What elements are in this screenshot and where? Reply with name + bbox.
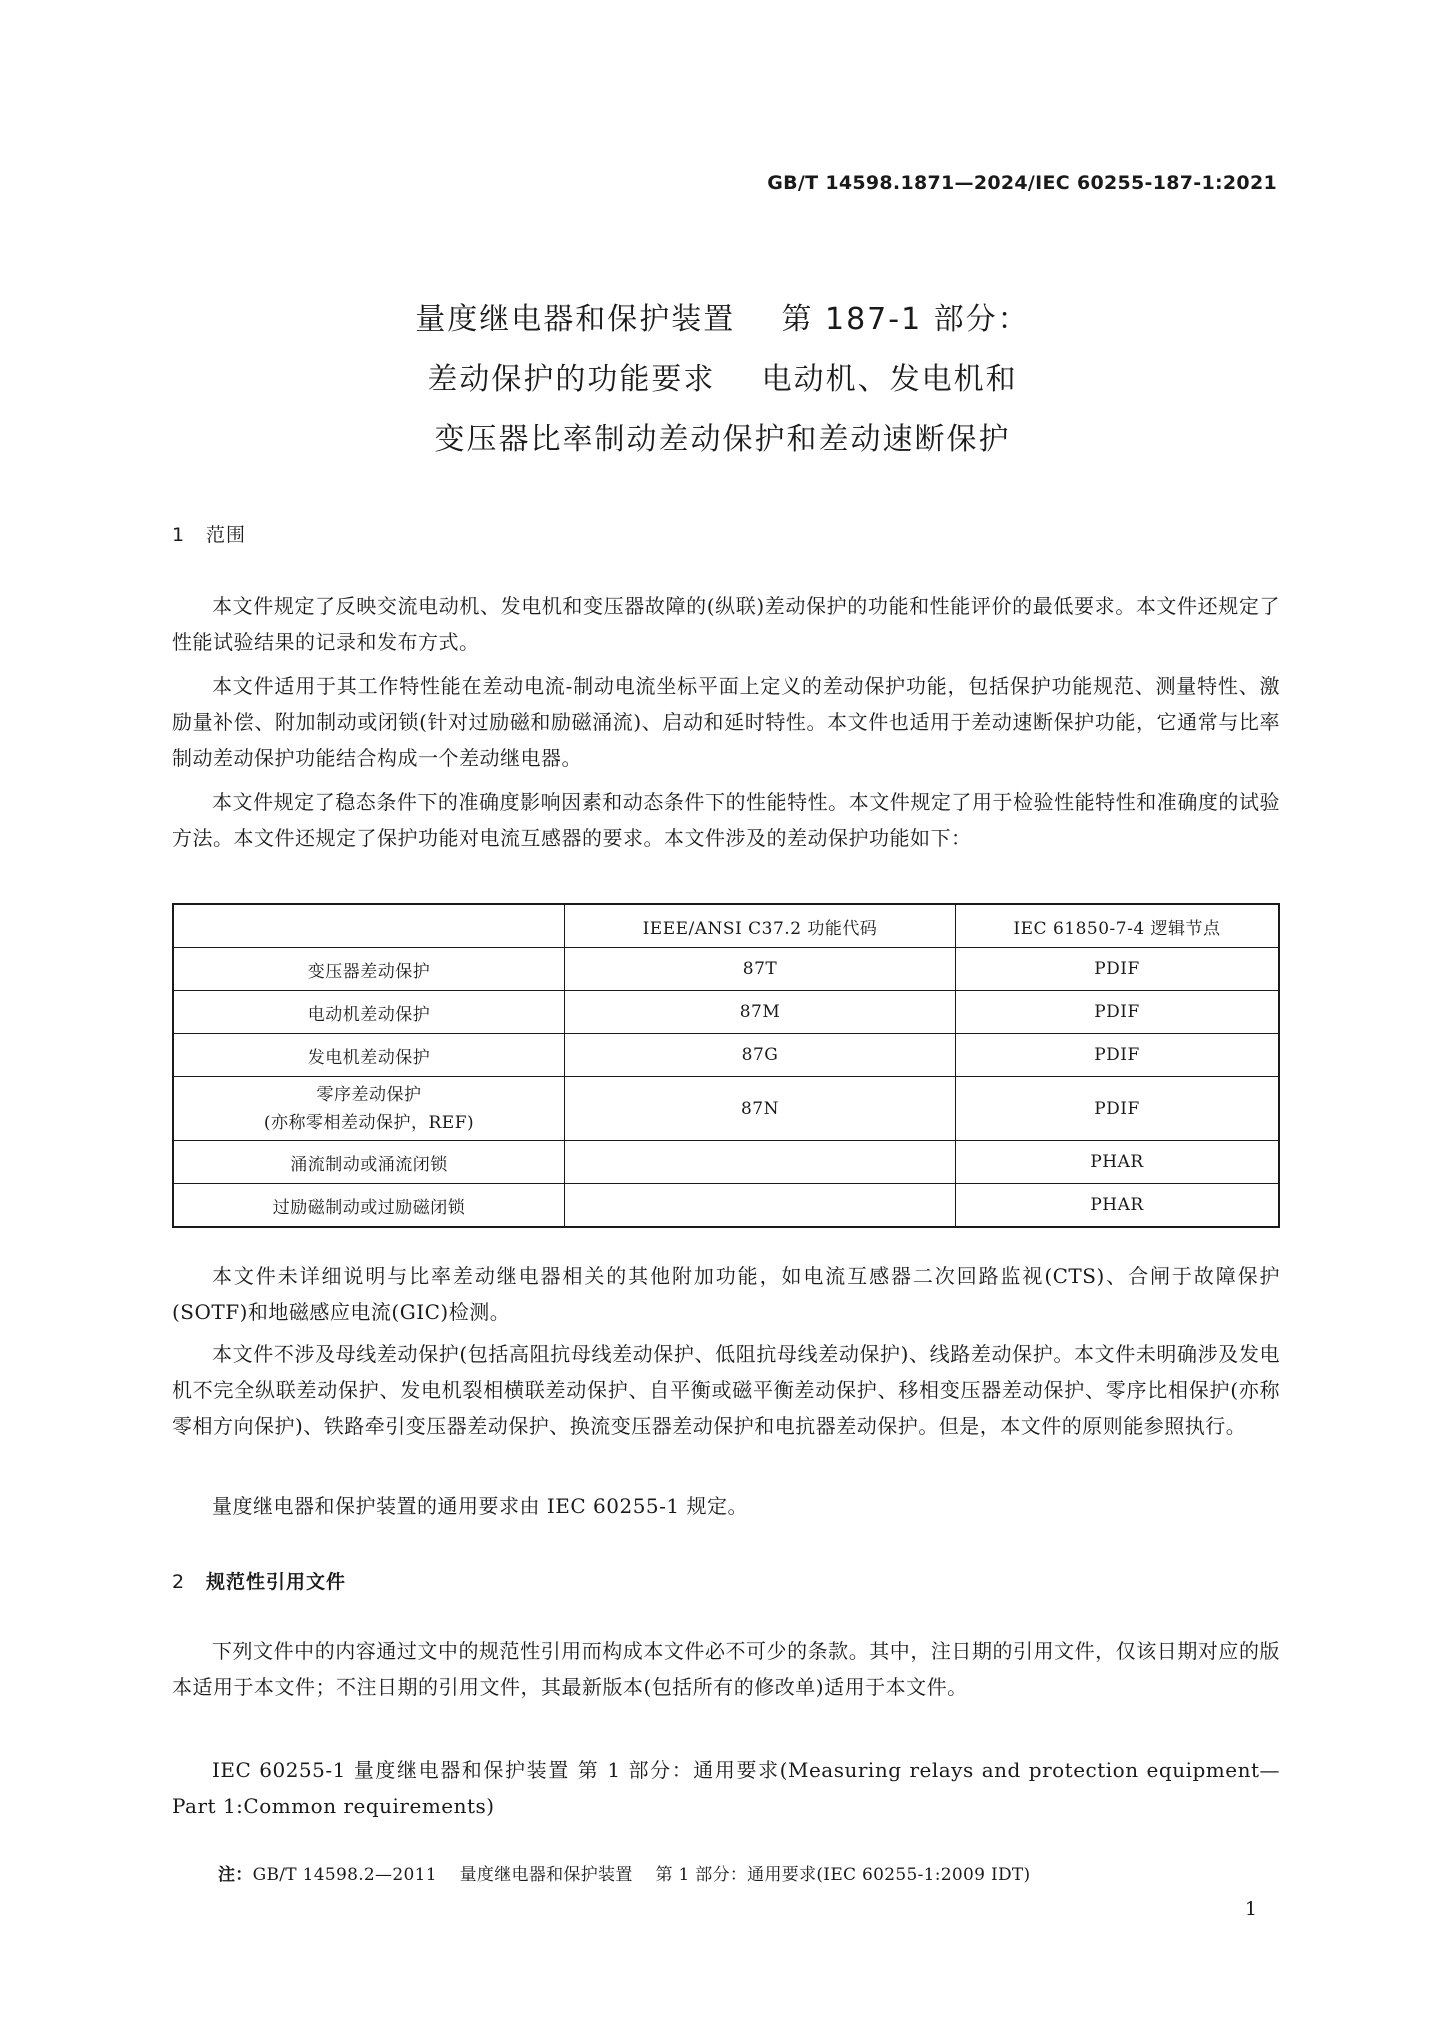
table-cell-name-line-2: (亦称零相差动保护，REF) [263,1112,475,1133]
title-line-3: 变压器比率制动差动保护和差动速断保护 [434,422,1011,457]
table-cell-code [565,1141,956,1184]
document-title [0,290,1445,470]
section-2-heading [172,1567,346,1594]
note-text: GB/T 14598.2—2011 量度继电器和保护装置 第 1 部分：通用要求(IEC 60255-1:2009 IDT) [252,1865,1031,1885]
table-header-cell: IEEE/ANSI C37.2 功能代码 [565,904,956,948]
section-2-number: 2 [172,1571,186,1593]
title-line-1: 量度继电器和保护装置 第 187-1 部分： [415,302,1030,337]
section-1-paragraph-2: 本文件适用于其工作特性能在差动电流-制动电流坐标平面上定义的差动保护功能，包括保护功能规范、测量特性、激励量补偿、附加制动或闭锁(针对过励磁和励磁涌流)、启动和延时特性。本文件也适用于差动速断保护功能，它通常与比率制动差动保护功能结合构成一个差动继电器。 [172,674,1280,770]
table-cell-name: 变压器差动保护 [173,948,565,991]
table-cell-name: 发电机差动保护 [173,1034,565,1077]
table-row [173,1077,1279,1141]
section-2-title: 规范性引用文件 [206,1571,347,1593]
table-cell-code: 87T [565,948,956,991]
table-cell-node: PHAR [956,1141,1280,1184]
table-cell-node: PDIF [956,1034,1280,1077]
table-cell-node: PDIF [956,948,1280,991]
table-cell-code: 87N [565,1077,956,1141]
section-1-paragraph-4: 本文件未详细说明与比率差动继电器相关的其他附加功能，如电流互感器二次回路监视(CTS)、合闸于故障保护(SOTF)和地磁感应电流(GIC)检测。 [172,1264,1280,1324]
table-cell-code: 87M [565,991,956,1034]
table-cell-node: PHAR [956,1184,1280,1228]
table-cell-name: 过励磁制动或过励磁闭锁 [173,1184,565,1228]
table-cell-code: 87G [565,1034,956,1077]
section-1-paragraph-5: 本文件不涉及母线差动保护(包括高阻抗母线差动保护、低阻抗母线差动保护)、线路差动保护。本文件未明确涉及发电机不完全纵联差动保护、发电机裂相横联差动保护、自平衡或磁平衡差动保护、移相变压器差动保护、零序比相保护(亦称零相方向保护)、铁路牵引变压器差动保护、换流变压器差动保护和电抗器差动保护。但是，本文件的原则能参照执行。 [172,1342,1280,1438]
table-row [173,1184,1279,1228]
note-label: 注： [218,1865,253,1885]
section-1-paragraph-6: 量度继电器和保护装置的通用要求由 IEC 60255-1 规定。 [212,1494,748,1518]
table-row [173,991,1279,1034]
function-code-table [172,903,1280,1228]
table-cell-node: PDIF [956,991,1280,1034]
section-1-title: 范围 [206,524,247,546]
table-cell-node: PDIF [956,1077,1280,1141]
standard-code: GB/T 14598.1871—2024/IEC 60255-187-1:2021 [767,172,1277,194]
table-cell-name [173,1077,565,1141]
reference-note [218,1860,1031,1885]
title-line-2: 差动保护的功能要求 电动机、发电机和 [427,362,1018,397]
section-1-paragraph-3: 本文件规定了稳态条件下的准确度影响因素和动态条件下的性能特性。本文件规定了用于检验性能特性和准确度的试验方法。本文件还规定了保护功能对电流互感器的要求。本文件涉及的差动保护功能如下： [172,790,1280,850]
table-header-cell: IEC 61850-7-4 逻辑节点 [956,904,1280,948]
section-1-number: 1 [172,524,186,546]
table-cell-code [565,1184,956,1228]
section-1-heading [172,520,246,547]
table-cell-name: 电动机差动保护 [173,991,565,1034]
page-number: 1 [1244,1898,1257,1920]
section-1-paragraph-1: 本文件规定了反映交流电动机、发电机和变压器故障的(纵联)差动保护的功能和性能评价的最低要求。本文件还规定了性能试验结果的记录和发布方式。 [172,594,1280,654]
table-row [173,1034,1279,1077]
table-row [173,1141,1279,1184]
table-header-cell [173,904,565,948]
table-cell-name-line-1: 零序差动保护 [316,1084,422,1105]
section-2-paragraph-1: 下列文件中的内容通过文中的规范性引用而构成本文件必不可少的条款。其中，注日期的引用文件，仅该日期对应的版本适用于本文件；不注日期的引用文件，其最新版本(包括所有的修改单)适用于本文件。 [172,1639,1280,1699]
section-2-reference-1: IEC 60255-1 量度继电器和保护装置 第 1 部分：通用要求(Measuring relays and protection equipment—Part 1:Common requirements) [172,1758,1280,1818]
table-row [173,948,1279,991]
table-cell-name: 涌流制动或涌流闭锁 [173,1141,565,1184]
table-header-row [173,904,1279,948]
